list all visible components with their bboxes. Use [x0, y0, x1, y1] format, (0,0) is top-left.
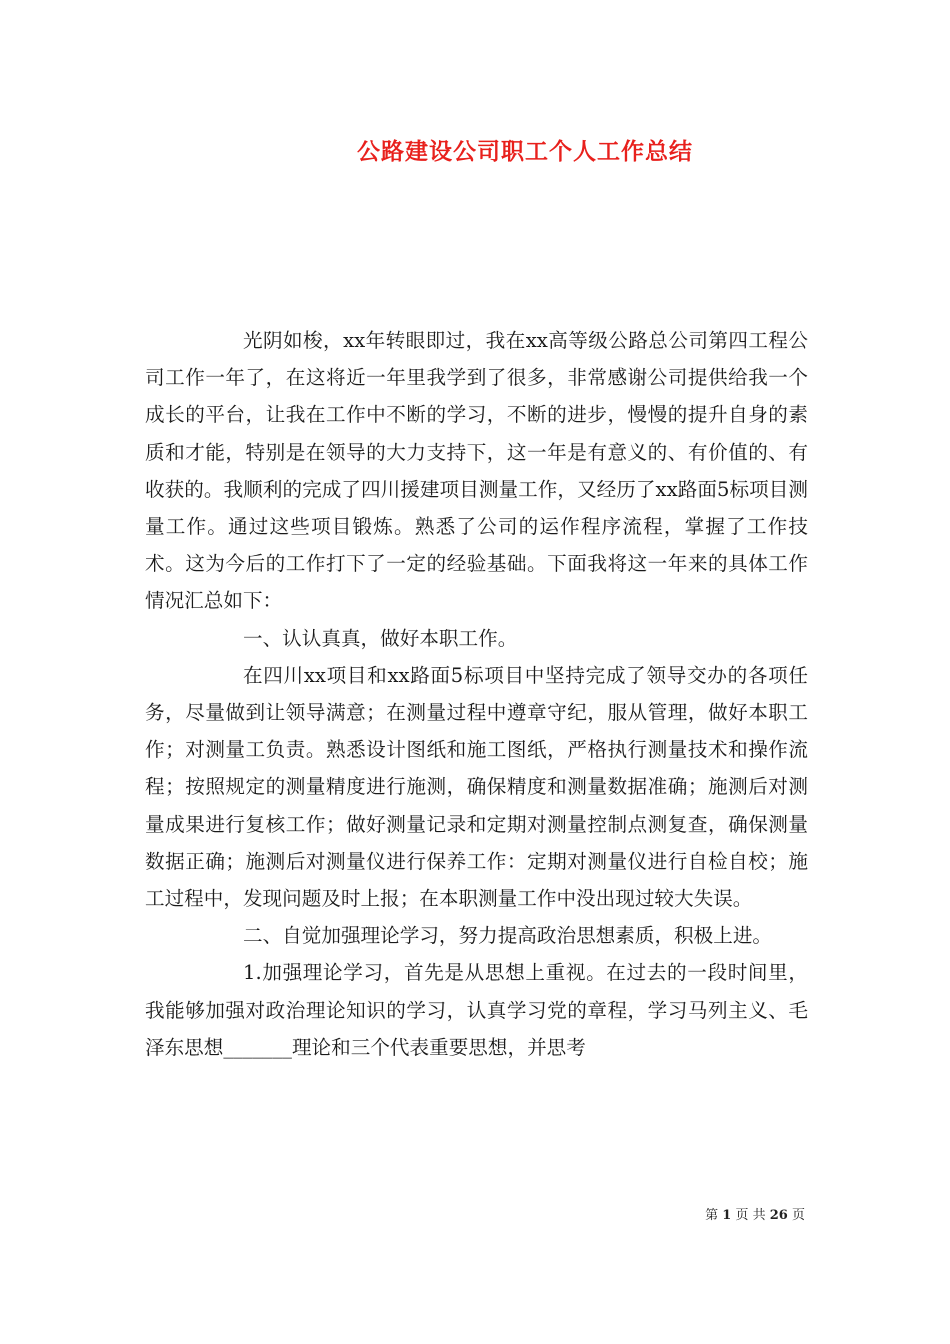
page-prefix: 第 [705, 1208, 719, 1223]
page-suffix: 页 [791, 1208, 805, 1223]
paragraph-section-2-item-1: 1.加强理论学习，首先是从思想上重视。在过去的一段时间里，我能够加强对政治理论知识的学习，认真学习党的章程，学习马列主义、毛泽东思想_______理论和三个代表重要思想，并思考 [145, 961, 808, 1059]
section-heading-1: 一、认认真真，做好本职工作。 [243, 626, 518, 650]
page-current: 1 [722, 1208, 732, 1223]
page-number-footer [705, 1204, 805, 1223]
document-title: 公路建设公司职工个人工作总结 [357, 139, 693, 165]
document-body [145, 322, 808, 1066]
paragraph-section-1: 在四川xx项目和xx路面5标项目中坚持完成了领导交办的各项任务，尽量做到让领导满意；在测量过程中遵章守纪，服从管理，做好本职工作；对测量工负责。熟悉设计图纸和施工图纸，严格执行测量技术和操作流程；按照规定的测量精度进行施测，确保精度和测量数据准确；施测后对测量成果进行复核工作；做好测量记录和定期对测量控制点测复查，确保测量数据正确；施测后对测量仪进行保养工作：定期对测量仪进行自检自校；施工过程中，发现问题及时上报；在本职测量工作中没出现过较大失误。 [145, 663, 808, 911]
section-heading-2: 二、自觉加强理论学习，努力提高政治思想素质，积极上进。 [243, 924, 773, 948]
page-total: 26 [769, 1208, 788, 1223]
page-middle: 页 共 [735, 1208, 766, 1223]
paragraph-intro: 光阴如梭，xx年转眼即过，我在xx高等级公路总公司第四工程公司工作一年了，在这将近一年里我学到了很多，非常感谢公司提供给我一个成长的平台，让我在工作中不断的学习，不断的进步，慢慢的提升自身的素质和才能，特别是在领导的大力支持下，这一年是有意义的、有价值的、有收获的。我顺利的完成了四川援建项目测量工作，又经历了xx路面5标项目测量工作。通过这些项目锻炼。熟悉了公司的运作程序流程，掌握了工作技术。这为今后的工作打下了一定的经验基础。下面我将这一年来的具体工作情况汇总如下： [145, 329, 808, 613]
